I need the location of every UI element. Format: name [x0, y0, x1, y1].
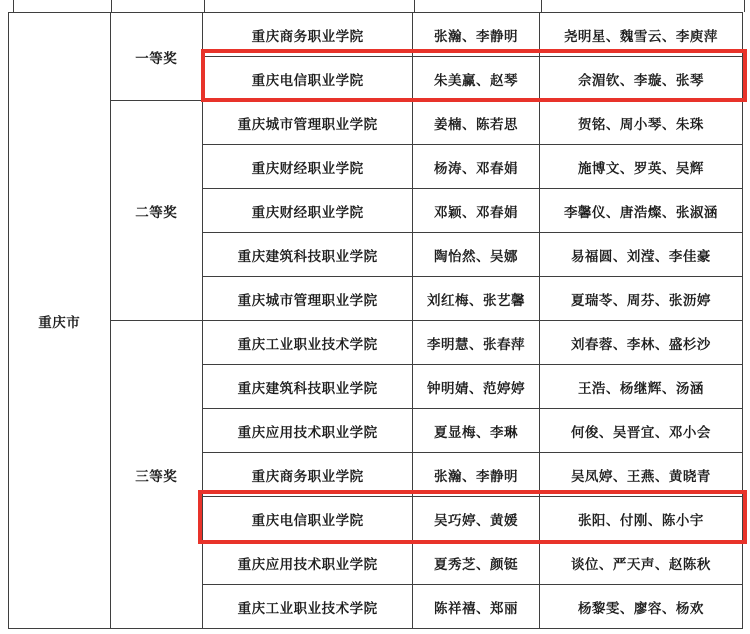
school-cell: 重庆应用技术职业学院 — [203, 541, 413, 585]
students-cell: 易福圆、刘滢、李佳豪 — [539, 233, 742, 277]
award-cell-third-prize: 三等奖 — [110, 321, 203, 629]
students-cell: 佘湄钦、李璇、张琴 — [539, 57, 742, 101]
grid-line — [541, 0, 542, 12]
students-cell: 王浩、杨继辉、汤涵 — [539, 365, 742, 409]
teachers-cell: 陶怡然、吴娜 — [413, 233, 540, 277]
students-cell: 何俊、吴晋宜、邓小会 — [539, 409, 742, 453]
students-cell: 施博文、罗英、吴辉 — [539, 145, 742, 189]
awards-table — [8, 12, 743, 629]
teachers-cell: 杨涛、邓春娟 — [413, 145, 540, 189]
teachers-cell: 刘红梅、张艺馨 — [413, 277, 540, 321]
teachers-cell: 张瀚、李静明 — [413, 13, 540, 57]
school-cell: 重庆财经职业学院 — [203, 145, 413, 189]
school-cell: 重庆商务职业学院 — [203, 13, 413, 57]
grid-line — [414, 0, 415, 12]
school-cell: 重庆建筑科技职业学院 — [203, 365, 413, 409]
school-cell: 重庆财经职业学院 — [203, 189, 413, 233]
table-row — [9, 101, 743, 145]
teachers-cell: 夏显梅、李琳 — [413, 409, 540, 453]
teachers-cell: 吴巧婷、黄媛 — [413, 497, 540, 541]
award-cell-first-prize: 一等奖 — [110, 13, 203, 101]
teachers-cell: 夏秀芝、颜铤 — [413, 541, 540, 585]
students-cell: 尧明星、魏雪云、李庾萍 — [539, 13, 742, 57]
teachers-cell: 李明慧、张春萍 — [413, 321, 540, 365]
school-cell: 重庆城市管理职业学院 — [203, 277, 413, 321]
teachers-cell: 钟明婧、范婷婷 — [413, 365, 540, 409]
cropped-previous-row — [13, 0, 745, 12]
students-cell: 杨黎雯、廖容、杨欢 — [539, 585, 742, 629]
school-cell: 重庆建筑科技职业学院 — [203, 233, 413, 277]
grid-line — [111, 0, 112, 12]
school-cell: 重庆城市管理职业学院 — [203, 101, 413, 145]
school-cell: 重庆电信职业学院 — [203, 497, 413, 541]
teachers-cell: 张瀚、李静明 — [413, 453, 540, 497]
school-cell: 重庆工业职业技术学院 — [203, 321, 413, 365]
students-cell: 张阳、付刚、陈小宇 — [539, 497, 742, 541]
students-cell: 刘春蓉、李林、盛杉沙 — [539, 321, 742, 365]
students-cell: 谈位、严天声、赵陈秋 — [539, 541, 742, 585]
teachers-cell: 陈祥禧、郑丽 — [413, 585, 540, 629]
school-cell: 重庆电信职业学院 — [203, 57, 413, 101]
school-cell: 重庆工业职业技术学院 — [203, 585, 413, 629]
students-cell: 吴凤婷、王燕、黄晓青 — [539, 453, 742, 497]
teachers-cell: 姜楠、陈若思 — [413, 101, 540, 145]
table-row — [9, 321, 743, 365]
students-cell: 夏瑞苓、周芬、张沥婷 — [539, 277, 742, 321]
students-cell: 贺铭、周小琴、朱珠 — [539, 101, 742, 145]
award-cell-second-prize: 二等奖 — [110, 101, 203, 321]
school-cell: 重庆商务职业学院 — [203, 453, 413, 497]
grid-line — [204, 0, 205, 12]
table-row — [9, 13, 743, 57]
students-cell: 李馨仪、唐浩燦、张淑涵 — [539, 189, 742, 233]
teachers-cell: 朱美赢、赵琴 — [413, 57, 540, 101]
region-cell: 重庆市 — [9, 13, 111, 629]
school-cell: 重庆应用技术职业学院 — [203, 409, 413, 453]
teachers-cell: 邓颖、邓春娟 — [413, 189, 540, 233]
